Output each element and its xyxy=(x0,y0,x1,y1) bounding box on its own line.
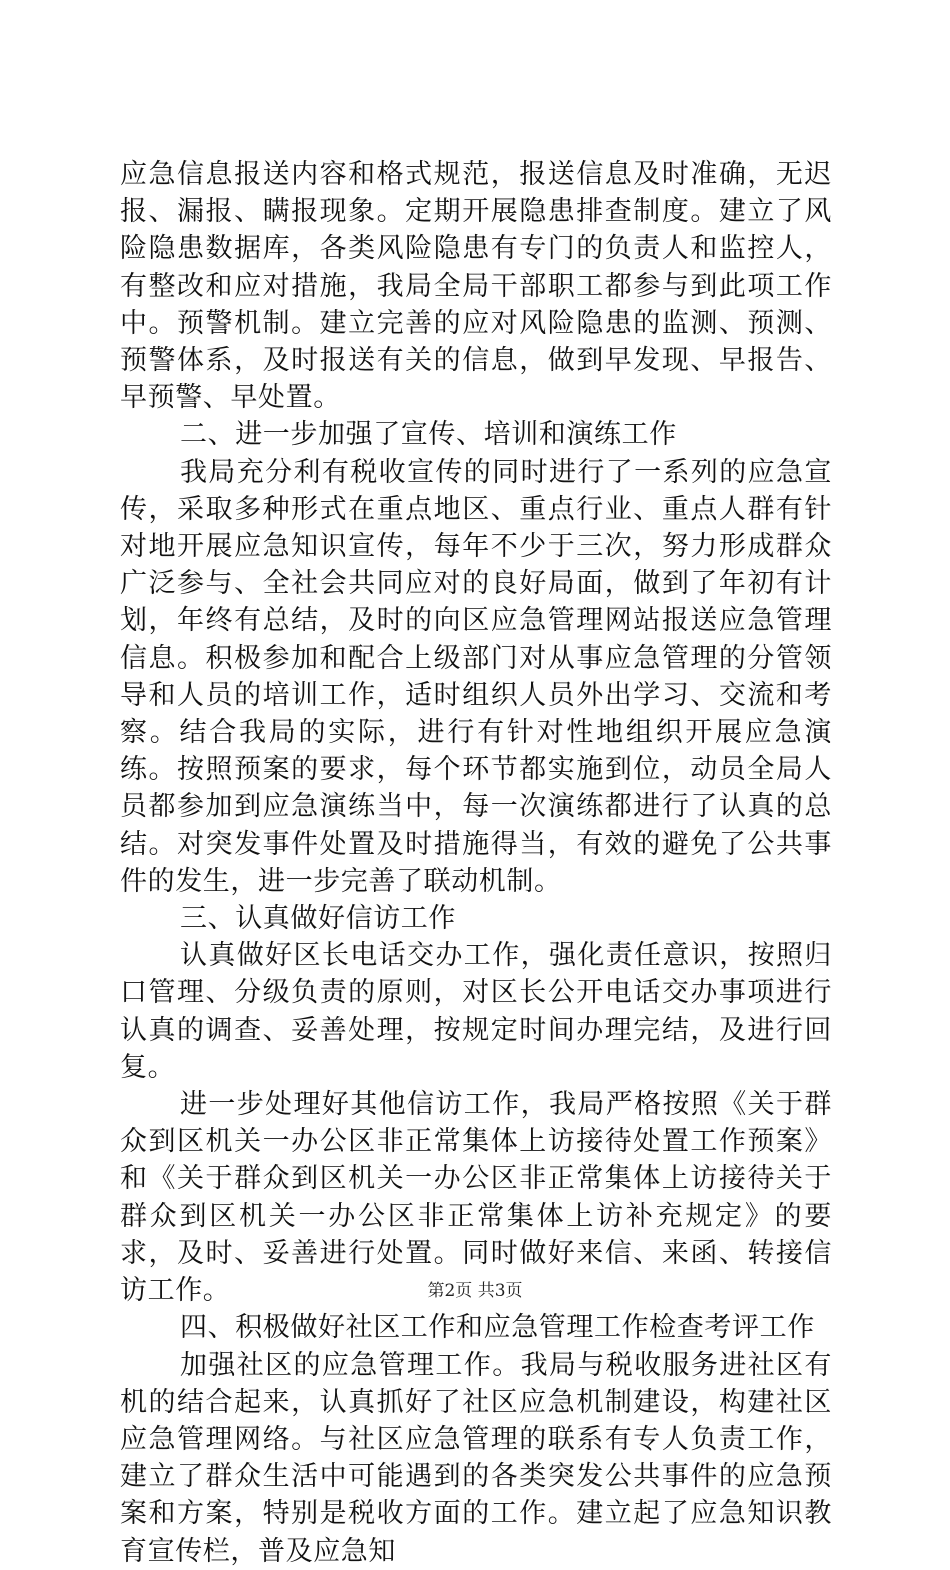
section-heading-4: 四、积极做好社区工作和应急管理工作检查考评工作 xyxy=(180,1312,815,1344)
paragraph-publicity-training: 我局充分利有税收宣传的同时进行了一系列的应急宣传，采取多种形式在重点地区、重点行业、重点人群有针对地开展应急知识宣传，每年不少于三次，努力形成群众广泛参与、全社会共同应对的良好局面，做到了年初有计划，年终有总结，及时的向区应急管理网站报送应急管理信息。积极参加和配合上级部门对从事应急管理的分管领导和人员的培训工作，适时组织人员外出学习、交流和考察。结合我局的实际，进行有针对性地组织开展应急演练。按照预案的要求，每个环节都实施到位，动员全局人员都参加到应急演练当中，每一次演练都进行了认真的总结。对突发事件处置及时措施得当，有效的避免了公共事件的发生，进一步完善了联动机制。 xyxy=(120,456,832,897)
page-number-footer: 第2页 共3页 xyxy=(427,1281,523,1301)
paragraph-community: 加强社区的应急管理工作。我局与税收服务进社区有机的结合起来，认真抓好了社区应急机制建设，构建社区应急管理网络。与社区应急管理的联系有专人负责工作，建立了群众生活中可能遇到的各类突发公共事件的应急预案和方案，特别是税收方面的工作。建立起了应急知识教育宣传栏，普及应急知 xyxy=(120,1349,832,1567)
paragraph-continuation: 应急信息报送内容和格式规范，报送信息及时准确，无迟报、漏报、瞒报现象。定期开展隐患排查制度。建立了风险隐患数据库，各类风险隐患有专门的负责人和监控人，有整改和应对措施，我局全局干部职工都参与到此项工作中。预警机制。建立完善的应对风险隐患的监测、预测、预警体系，及时报送有关的信息，做到早发现、早报告、早预警、早处置。 xyxy=(120,159,832,414)
paragraph-petitions: 进一步处理好其他信访工作，我局严格按照《关于群众到区机关一办公区非正常集体上访接待处置工作预案》和《关于群众到区机关一办公区非正常集体上访接待关于群众到区机关一办公区非正常集体上访补充规定》的要求，及时、妥善进行处置。同时做好来信、来函、转接信访工作。 xyxy=(120,1089,832,1307)
document-body xyxy=(120,156,832,1570)
paragraph-hotline: 认真做好区长电话交办工作，强化责任意识，按照归口管理、分级负责的原则，对区长公开电话交办事项进行认真的调查、妥善处理，按规定时间办理完结，及进行回复。 xyxy=(120,940,832,1083)
section-heading-2: 二、进一步加强了宣传、培训和演练工作 xyxy=(180,419,677,451)
section-heading-3: 三、认真做好信访工作 xyxy=(180,903,456,935)
